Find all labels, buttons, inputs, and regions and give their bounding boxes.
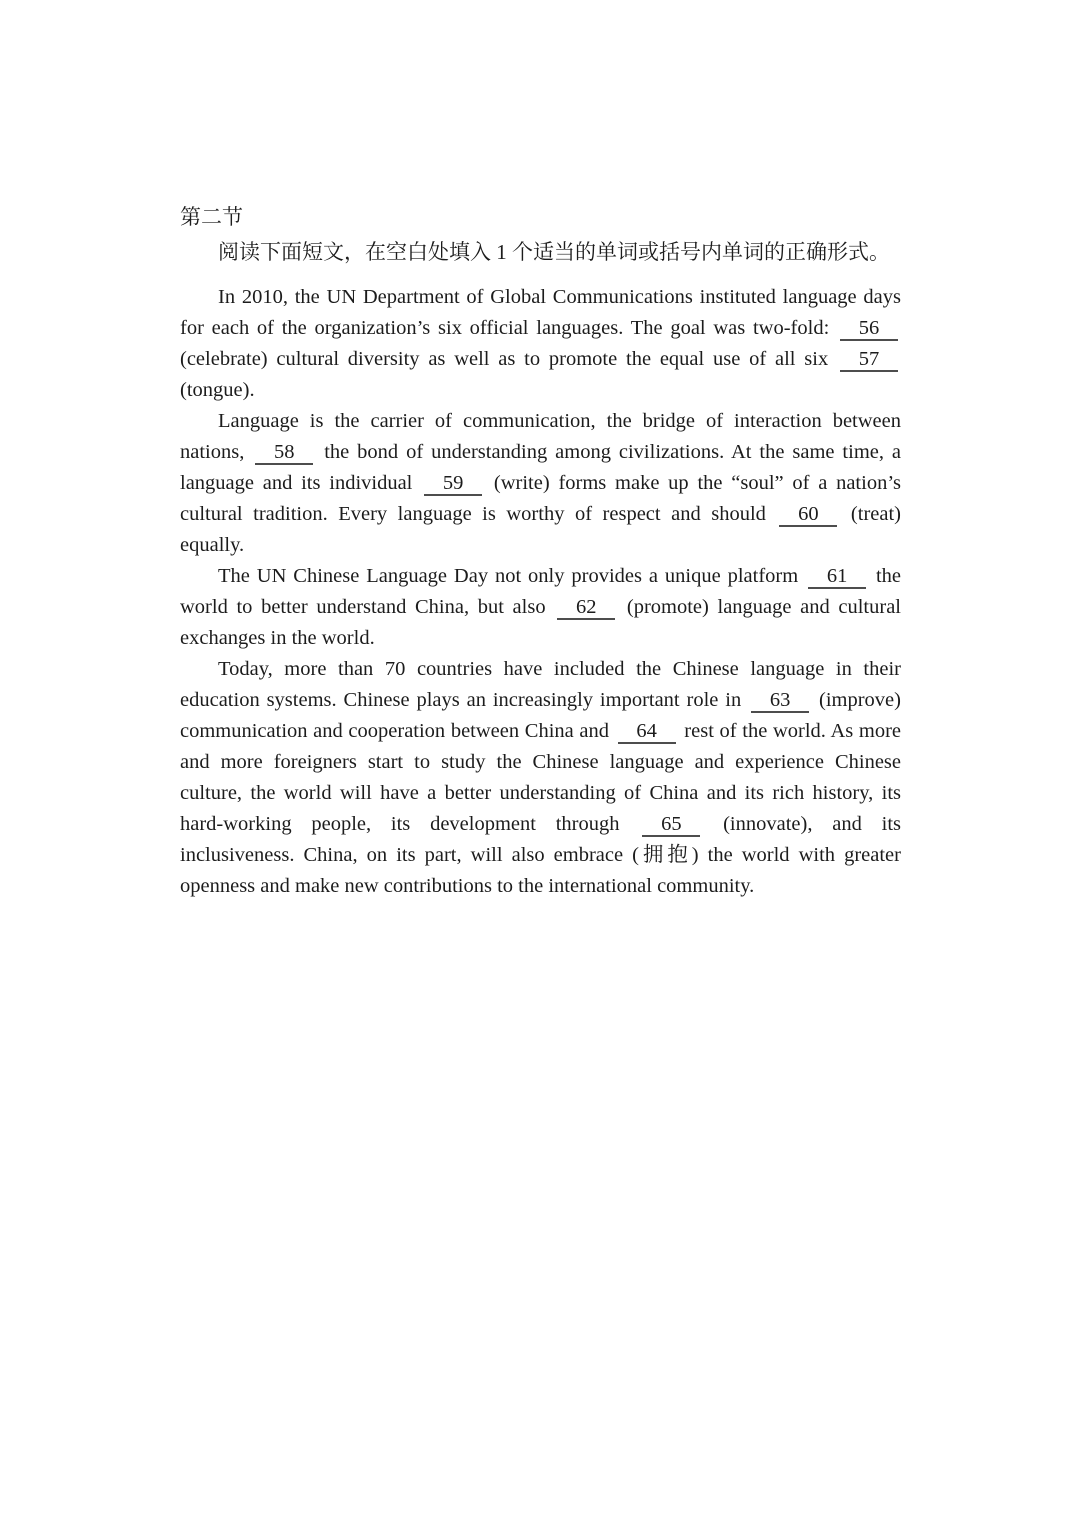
instruction-text: 阅读下面短文，在空白处填入 1 个适当的单词或括号内单词的正确形式。 [218, 240, 890, 264]
blank-58: 58 [255, 441, 313, 465]
blank-56: 56 [840, 317, 898, 341]
section-heading: 第二节 [180, 205, 243, 229]
blank-62: 62 [557, 596, 615, 620]
blank-63: 63 [751, 689, 809, 713]
passage-paragraph: The UN Chinese Language Day not only provides a unique platform 61 the world to better understand China, but also 62 (promote) language and cultural exchanges in the world. [180, 565, 902, 649]
passage-paragraph: Language is the carrier of communication, the bridge of interaction between nations, 58 the bond of understanding among civilizations. At the same time, a language and its individual 59 (write) forms make up the “soul” of a nation’s cultural tradition. Every language is worthy of respect and should 60 (treat) equally. [180, 410, 902, 556]
passage-paragraph: In 2010, the UN Department of Global Communications instituted language days for each of the organization’s six official languages. The goal was two-fold: 56 (celebrate) cultural diversity as well as to promote the equal use of all six 57 (tongue). [180, 286, 901, 401]
blank-60: 60 [779, 503, 837, 527]
cloze-passage [180, 282, 901, 902]
blank-64: 64 [618, 720, 676, 744]
blank-65: 65 [642, 813, 700, 837]
blank-57: 57 [840, 348, 898, 372]
passage-paragraph: Today, more than 70 countries have included the Chinese language in their education systems. Chinese plays an increasingly important role in 63 (improve) communication and cooperation between China and 64 rest of the world. As more and more foreigners start to study the Chinese language and experience Chinese culture, the world will have a better understanding of China and its rich history, its hard-working people, its development through 65 (innovate), and its inclusiveness. China, on its part, will also embrace (拥抱) the world with greater openness and make new contributions to the international community. [180, 658, 902, 897]
exam-section [180, 201, 901, 902]
blank-61: 61 [808, 565, 866, 589]
blank-59: 59 [424, 472, 482, 496]
